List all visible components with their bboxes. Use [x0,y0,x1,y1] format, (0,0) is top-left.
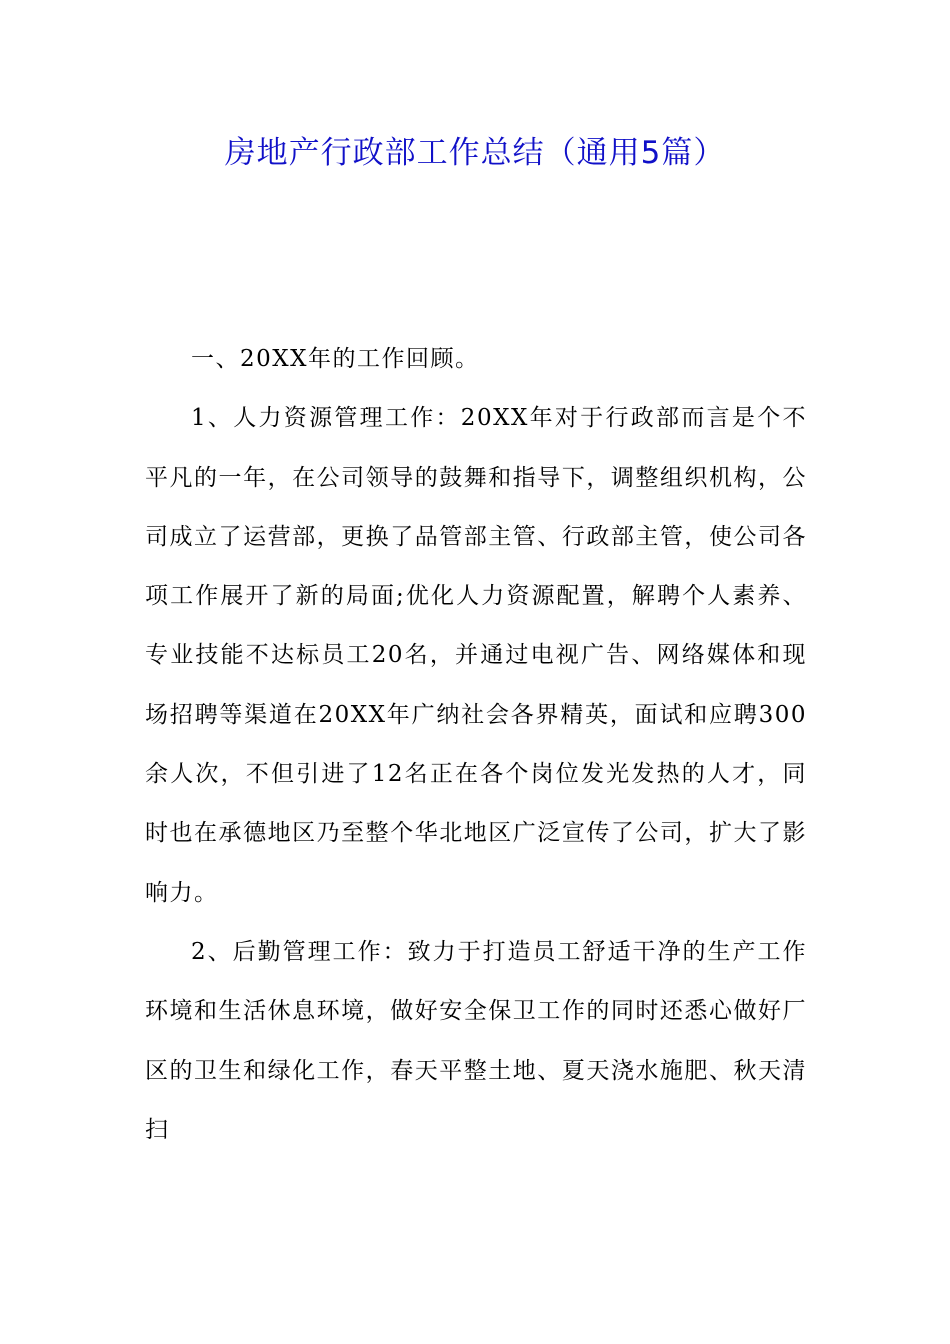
paragraph-logistics-management: 2、后勤管理工作：致力于打造员工舒适干净的生产工作环境和生活休息环境，做好安全保卫工作的同时还悉心做好厂区的卫生和绿化工作，春天平整土地、夏天浇水施肥、秋天清扫 [145,938,807,1143]
document-title: 房地产行政部工作总结（通用5篇） [224,135,726,171]
paragraph-hr-management: 1、人力资源管理工作：20XX年对于行政部而言是个不平凡的一年，在公司领导的鼓舞和指导下，调整组织机构，公司成立了运营部，更换了品管部主管、行政部主管，使公司各项工作展开了新的局面;优化人力资源配置，解聘个人素养、专业技能不达标员工20名，并通过电视广告、网络媒体和现场招聘等渠道在20XX年广纳社会各界精英，面试和应聘300余人次，不但引进了12名正在各个岗位发光发热的人才，同时也在承德地区乃至整个华北地区广泛宣传了公司，扩大了影响力。 [145,405,807,906]
section-heading: 一、20XX年的工作回顾。 [191,346,480,372]
document-body [145,330,807,1160]
